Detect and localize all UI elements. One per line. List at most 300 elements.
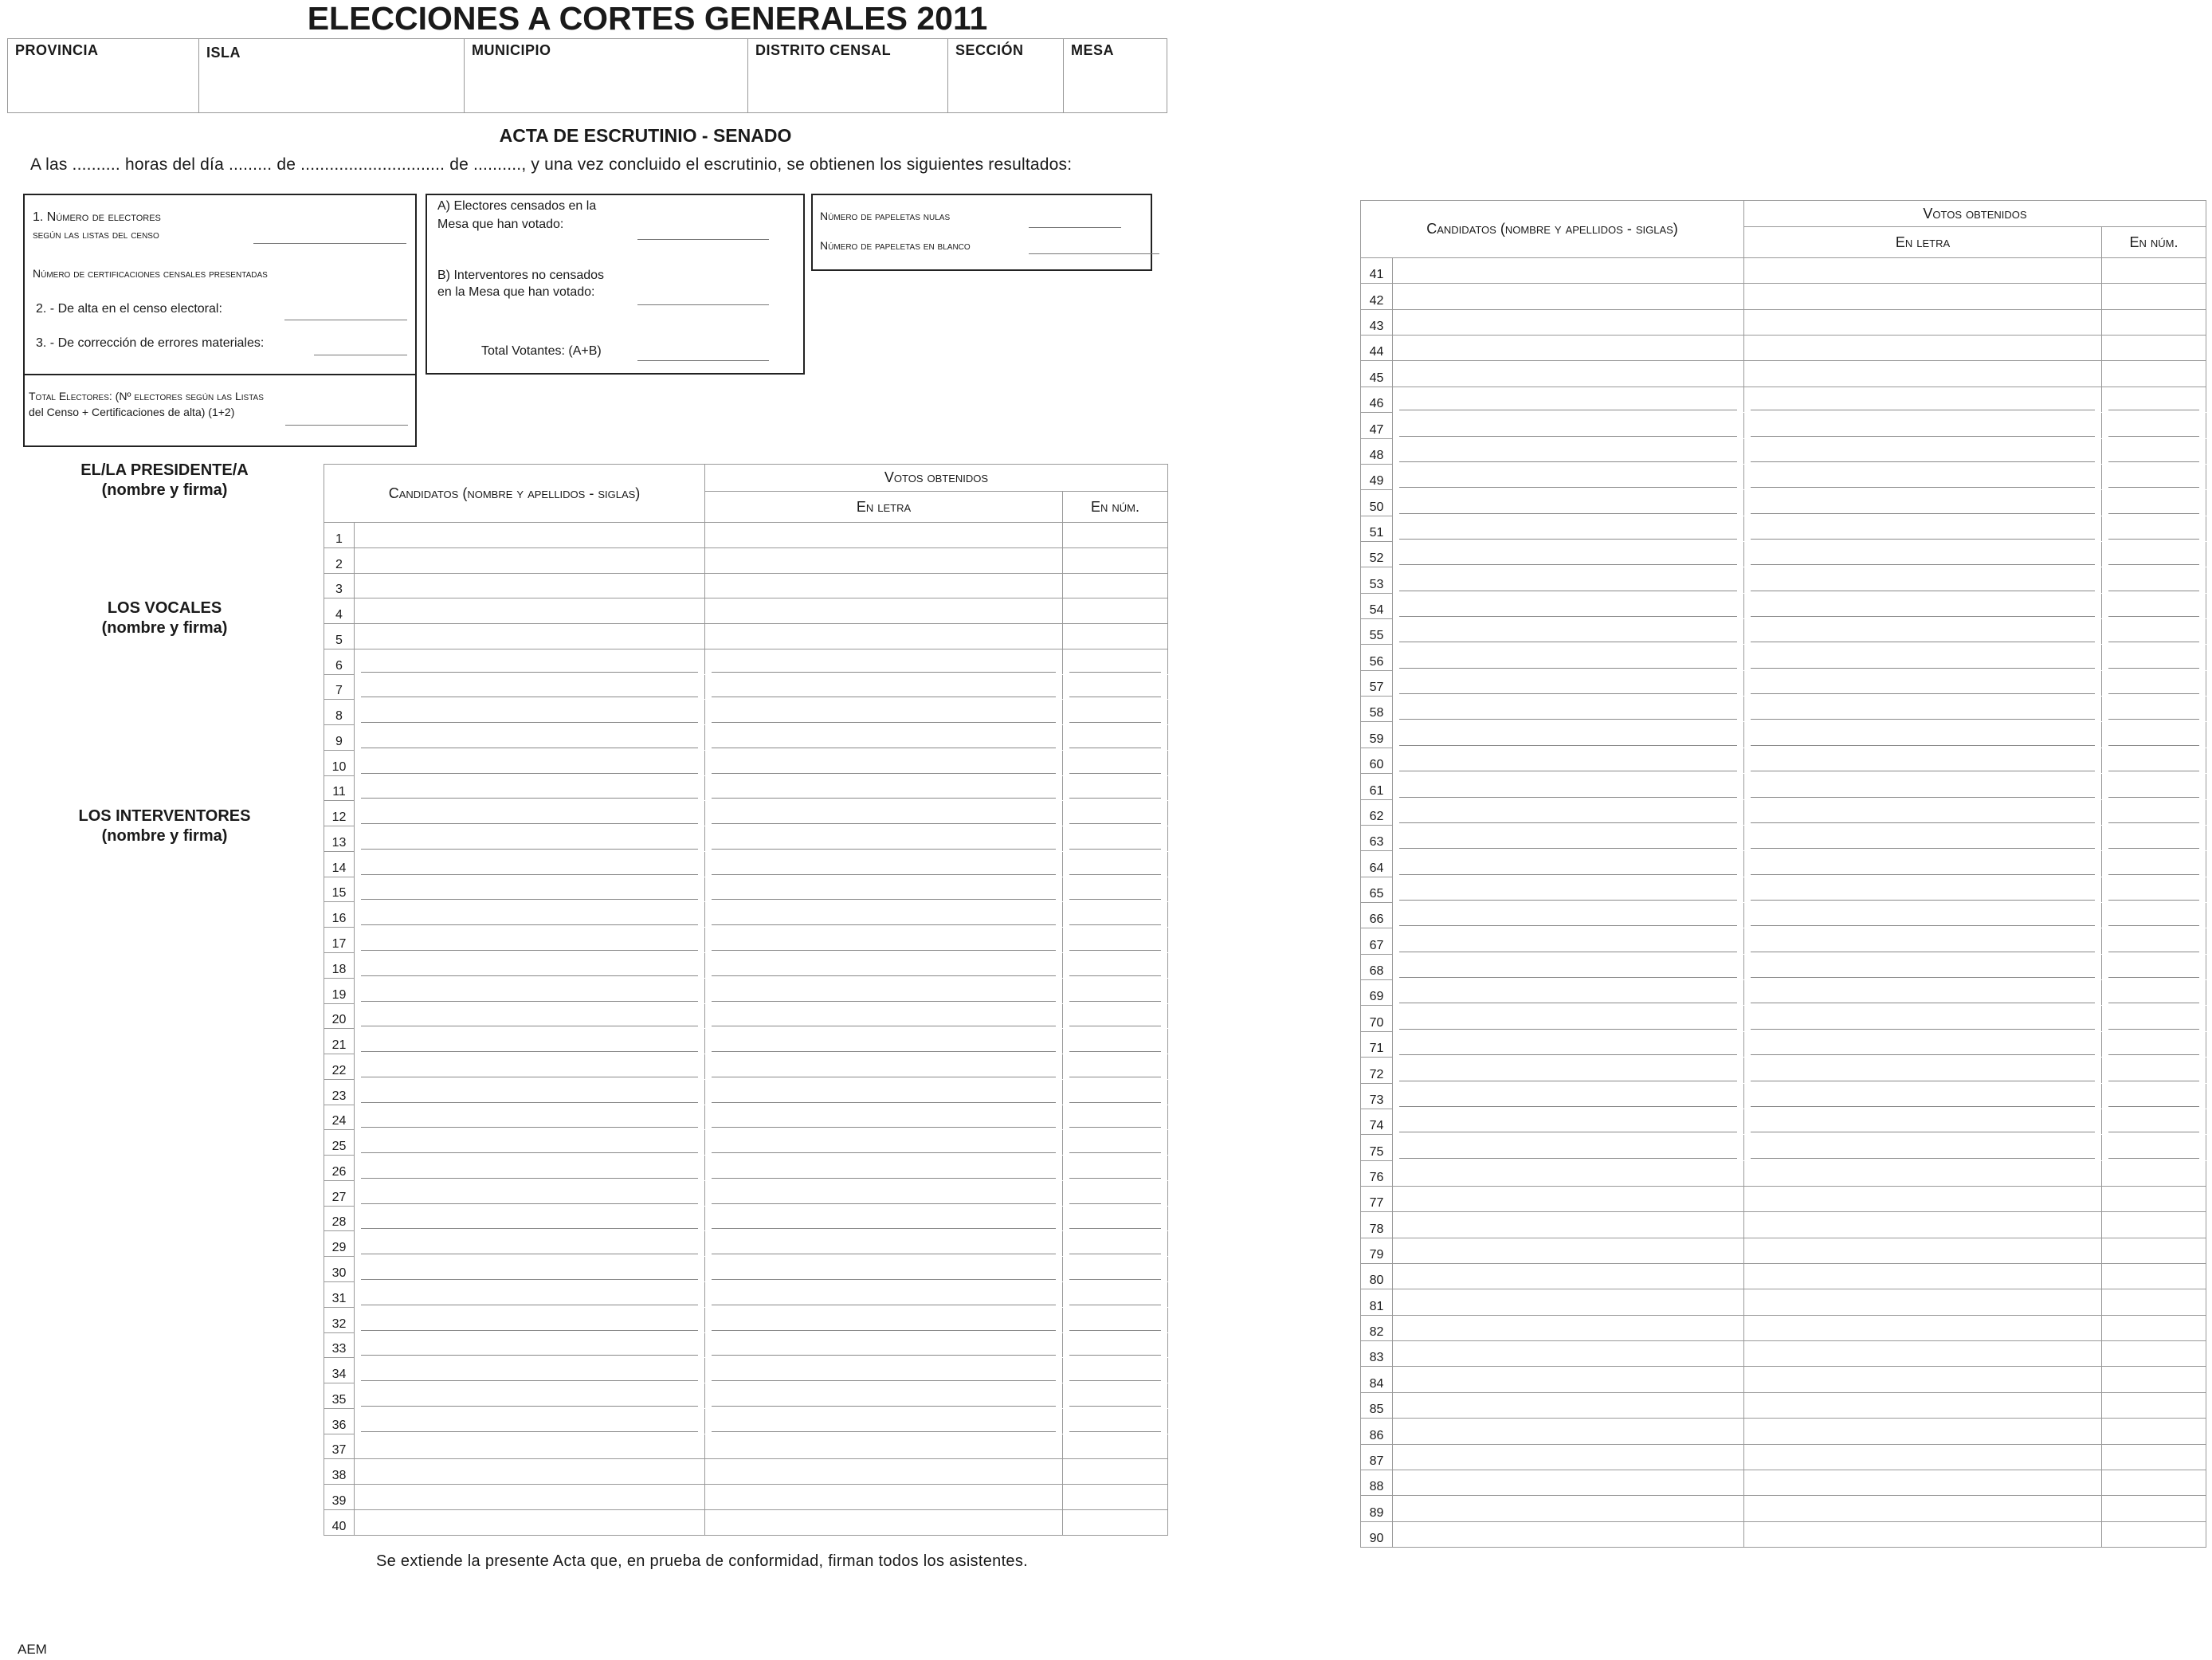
candidato-cell[interactable] <box>355 1180 705 1206</box>
en-num-cell[interactable] <box>2102 1058 2206 1083</box>
candidato-cell[interactable] <box>355 1509 705 1535</box>
row-number: 22 <box>324 1054 355 1080</box>
en-letra-cell[interactable] <box>1744 1031 2102 1057</box>
en-letra-cell[interactable] <box>1744 438 2102 464</box>
en-letra-cell[interactable] <box>705 902 1063 928</box>
row-number: 18 <box>324 953 355 979</box>
en-letra-cell[interactable] <box>705 1231 1063 1257</box>
en-num-cell[interactable] <box>2102 1135 2206 1160</box>
en-letra-cell[interactable] <box>705 1408 1063 1434</box>
en-letra-cell[interactable] <box>705 1206 1063 1231</box>
en-num-cell[interactable] <box>2102 799 2206 825</box>
en-letra-cell[interactable] <box>1744 464 2102 489</box>
en-letra-cell[interactable] <box>705 1434 1063 1459</box>
en-letra-cell[interactable] <box>705 928 1063 953</box>
en-num-cell[interactable] <box>1063 928 1168 953</box>
en-num-cell[interactable] <box>1063 1054 1168 1080</box>
en-letra-cell[interactable] <box>705 1156 1063 1181</box>
en-letra-cell[interactable] <box>1744 361 2102 387</box>
candidato-cell[interactable] <box>1393 1006 1744 1031</box>
candidato-cell[interactable] <box>355 624 705 649</box>
candidato-cell[interactable] <box>355 851 705 877</box>
candidato-cell[interactable] <box>355 801 705 826</box>
en-letra-cell[interactable] <box>1744 258 2102 284</box>
en-letra-cell[interactable] <box>705 649 1063 674</box>
en-letra-cell[interactable] <box>1744 1470 2102 1495</box>
candidato-cell[interactable] <box>1393 1367 1744 1392</box>
en-letra-cell[interactable] <box>705 1105 1063 1130</box>
en-num-cell[interactable] <box>1063 1485 1168 1510</box>
candidato-cell[interactable] <box>1393 567 1744 593</box>
en-num-cell[interactable] <box>1063 1206 1168 1231</box>
en-num-cell[interactable] <box>1063 1281 1168 1307</box>
candidato-cell[interactable] <box>1393 336 1744 361</box>
en-num-cell[interactable] <box>2102 1109 2206 1134</box>
candidato-cell[interactable] <box>1393 697 1744 722</box>
vocales-signature-block[interactable] <box>32 598 297 638</box>
candidato-cell[interactable] <box>1393 516 1744 541</box>
en-num-cell[interactable] <box>1063 674 1168 700</box>
row-number: 42 <box>1361 284 1393 309</box>
blanco-field[interactable] <box>1029 253 1159 254</box>
en-letra-cell[interactable] <box>1744 490 2102 516</box>
en-letra-cell[interactable] <box>705 1180 1063 1206</box>
candidato-cell[interactable] <box>355 598 705 624</box>
en-num-cell[interactable] <box>1063 1257 1168 1282</box>
en-num-cell[interactable] <box>1063 1307 1168 1332</box>
interventores-signature-block[interactable] <box>32 806 297 846</box>
candidato-cell[interactable] <box>355 1206 705 1231</box>
candidato-cell[interactable] <box>1393 928 1744 954</box>
en-num-cell[interactable] <box>2102 1392 2206 1418</box>
en-num-cell[interactable] <box>1063 649 1168 674</box>
candidato-cell[interactable] <box>1393 825 1744 850</box>
en-num-cell[interactable] <box>2102 980 2206 1006</box>
en-letra-cell[interactable] <box>705 547 1063 573</box>
en-num-cell[interactable] <box>1063 725 1168 751</box>
candidato-cell[interactable] <box>355 547 705 573</box>
candidato-cell[interactable] <box>1393 258 1744 284</box>
presidente-signature-block[interactable] <box>32 461 297 500</box>
candidato-cell[interactable] <box>355 1459 705 1485</box>
candidato-cell[interactable] <box>355 1231 705 1257</box>
en-num-cell[interactable] <box>1063 953 1168 979</box>
en-num-cell[interactable] <box>2102 413 2206 438</box>
candidato-cell[interactable] <box>1393 1186 1744 1211</box>
en-num-cell[interactable] <box>2102 309 2206 335</box>
en-letra-cell[interactable] <box>1744 1058 2102 1083</box>
en-letra-cell[interactable] <box>1744 1135 2102 1160</box>
candidato-cell[interactable] <box>355 1054 705 1080</box>
candidato-cell[interactable] <box>355 649 705 674</box>
en-letra-cell[interactable] <box>1744 954 2102 979</box>
candidato-cell[interactable] <box>355 1383 705 1409</box>
en-num-cell[interactable] <box>2102 387 2206 412</box>
row-number: 90 <box>1361 1521 1393 1547</box>
en-letra-cell[interactable] <box>1744 774 2102 799</box>
candidato-cell[interactable] <box>1393 1109 1744 1134</box>
candidato-cell[interactable] <box>1393 361 1744 387</box>
en-letra-cell[interactable] <box>705 700 1063 725</box>
candidato-cell[interactable] <box>1393 1238 1744 1263</box>
candidato-cell[interactable] <box>355 750 705 775</box>
en-letra-cell[interactable] <box>1744 670 2102 696</box>
candidato-cell[interactable] <box>355 1281 705 1307</box>
candidato-cell[interactable] <box>355 1130 705 1156</box>
en-letra-cell[interactable] <box>1744 1367 2102 1392</box>
candidato-cell[interactable] <box>1393 902 1744 928</box>
en-num-cell[interactable] <box>2102 1031 2206 1057</box>
en-letra-cell[interactable] <box>705 1003 1063 1029</box>
en-num-cell[interactable] <box>2102 1006 2206 1031</box>
en-num-cell[interactable] <box>2102 851 2206 877</box>
en-letra-cell[interactable] <box>705 877 1063 902</box>
nulas-field[interactable] <box>1029 227 1121 228</box>
candidato-cell[interactable] <box>1393 1470 1744 1495</box>
candidato-cell[interactable] <box>355 928 705 953</box>
candidato-cell[interactable] <box>355 573 705 598</box>
en-letra-cell[interactable] <box>705 1029 1063 1054</box>
en-letra-cell[interactable] <box>1744 928 2102 954</box>
votos-header: Votos obtenidos <box>705 465 1168 492</box>
candidato-cell[interactable] <box>1393 490 1744 516</box>
en-num-cell[interactable] <box>1063 573 1168 598</box>
field-municipio[interactable]: MUNICIPIO <box>464 39 747 112</box>
candidato-cell[interactable] <box>355 953 705 979</box>
en-num-cell[interactable] <box>1063 877 1168 902</box>
en-letra-cell[interactable] <box>1744 645 2102 670</box>
en-letra-cell[interactable] <box>705 775 1063 801</box>
candidato-cell[interactable] <box>1393 1083 1744 1109</box>
row-number: 75 <box>1361 1135 1393 1160</box>
item1-field[interactable] <box>253 243 406 244</box>
en-letra-cell[interactable] <box>1744 593 2102 618</box>
en-letra-cell[interactable] <box>705 750 1063 775</box>
en-num-cell[interactable] <box>1063 523 1168 548</box>
en-num-cell[interactable] <box>2102 1238 2206 1263</box>
en-num-cell[interactable] <box>2102 490 2206 516</box>
en-num-cell[interactable] <box>2102 1186 2206 1211</box>
en-letra-cell[interactable] <box>1744 1186 2102 1211</box>
en-num-cell[interactable] <box>2102 593 2206 618</box>
field-distrito-censal[interactable]: DISTRITO CENSAL <box>747 39 947 112</box>
en-num-cell[interactable] <box>2102 1341 2206 1367</box>
en-num-cell[interactable] <box>2102 336 2206 361</box>
en-num-cell[interactable] <box>2102 902 2206 928</box>
row-number: 24 <box>324 1105 355 1130</box>
en-letra-cell[interactable] <box>1744 722 2102 748</box>
en-letra-cell[interactable] <box>1744 1521 2102 1547</box>
en-num-cell[interactable] <box>2102 1444 2206 1470</box>
en-num-cell[interactable] <box>1063 1105 1168 1130</box>
en-num-cell[interactable] <box>2102 516 2206 541</box>
en-letra-cell[interactable] <box>1744 825 2102 850</box>
en-num-cell[interactable] <box>1063 826 1168 852</box>
en-num-cell[interactable] <box>2102 877 2206 902</box>
row-number: 69 <box>1361 980 1393 1006</box>
en-num-cell[interactable] <box>2102 258 2206 284</box>
en-letra-cell[interactable] <box>705 674 1063 700</box>
en-letra-cell[interactable] <box>705 598 1063 624</box>
en-num-cell[interactable] <box>1063 1130 1168 1156</box>
en-letra-cell[interactable] <box>1744 1289 2102 1315</box>
en-num-cell[interactable] <box>2102 1521 2206 1547</box>
candidato-cell[interactable] <box>1393 1315 1744 1340</box>
en-num-cell[interactable] <box>2102 670 2206 696</box>
candidato-cell[interactable] <box>355 1105 705 1130</box>
en-num-cell[interactable] <box>1063 902 1168 928</box>
en-letra-cell[interactable] <box>1744 1083 2102 1109</box>
en-num-cell[interactable] <box>1063 851 1168 877</box>
candidato-cell[interactable] <box>355 1307 705 1332</box>
en-num-cell[interactable] <box>2102 1289 2206 1315</box>
candidato-cell[interactable] <box>1393 774 1744 799</box>
en-num-cell[interactable] <box>1063 1383 1168 1409</box>
en-num-cell[interactable] <box>1063 547 1168 573</box>
candidato-cell[interactable] <box>1393 387 1744 412</box>
field-provincia[interactable]: PROVINCIA <box>15 42 99 58</box>
candidato-cell[interactable] <box>1393 1444 1744 1470</box>
en-letra-cell[interactable] <box>705 523 1063 548</box>
candidato-cell[interactable] <box>1393 413 1744 438</box>
en-letra-cell[interactable] <box>1744 877 2102 902</box>
candidato-cell[interactable] <box>355 826 705 852</box>
candidato-cell[interactable] <box>355 523 705 548</box>
en-letra-cell[interactable] <box>1744 799 2102 825</box>
candidato-cell[interactable] <box>1393 1264 1744 1289</box>
en-num-cell[interactable] <box>2102 1470 2206 1495</box>
candidato-cell[interactable] <box>1393 1212 1744 1238</box>
en-num-cell[interactable] <box>1063 1459 1168 1485</box>
candidato-cell[interactable] <box>1393 1392 1744 1418</box>
en-letra-cell[interactable] <box>1744 387 2102 412</box>
en-letra-cell[interactable] <box>1744 697 2102 722</box>
en-num-cell[interactable] <box>2102 1083 2206 1109</box>
candidato-cell[interactable] <box>1393 309 1744 335</box>
en-letra-cell[interactable] <box>1744 1392 2102 1418</box>
candidato-cell[interactable] <box>355 1485 705 1510</box>
candidato-cell[interactable] <box>1393 1521 1744 1547</box>
candidato-cell[interactable] <box>1393 877 1744 902</box>
votantes-a-label: A) Electores censados en la <box>437 199 597 213</box>
en-num-cell[interactable] <box>1063 978 1168 1003</box>
en-letra-cell[interactable] <box>1744 413 2102 438</box>
candidato-cell[interactable] <box>1393 1160 1744 1186</box>
en-num-cell[interactable] <box>2102 1419 2206 1444</box>
candidato-cell[interactable] <box>1393 541 1744 567</box>
en-letra-cell[interactable] <box>1744 1444 2102 1470</box>
en-num-cell[interactable] <box>2102 1315 2206 1340</box>
candidato-cell[interactable] <box>355 775 705 801</box>
candidato-cell[interactable] <box>1393 593 1744 618</box>
en-letra-cell[interactable] <box>1744 748 2102 773</box>
en-letra-cell[interactable] <box>705 978 1063 1003</box>
candidato-cell[interactable] <box>355 902 705 928</box>
candidato-cell[interactable] <box>1393 284 1744 309</box>
en-letra-cell[interactable] <box>1744 284 2102 309</box>
en-letra-cell[interactable] <box>1744 1160 2102 1186</box>
candidato-cell[interactable] <box>1393 980 1744 1006</box>
en-num-cell[interactable] <box>1063 1434 1168 1459</box>
candidato-cell[interactable] <box>1393 1341 1744 1367</box>
en-num-cell[interactable] <box>2102 567 2206 593</box>
en-num-cell[interactable] <box>2102 722 2206 748</box>
total-electores-field[interactable] <box>285 425 408 426</box>
en-num-cell[interactable] <box>2102 1367 2206 1392</box>
candidato-cell[interactable] <box>355 1408 705 1434</box>
en-num-cell[interactable] <box>1063 775 1168 801</box>
en-num-cell[interactable] <box>2102 748 2206 773</box>
en-letra-cell[interactable] <box>705 1054 1063 1080</box>
en-letra-cell[interactable] <box>1744 1419 2102 1444</box>
en-letra-cell[interactable] <box>705 624 1063 649</box>
en-letra-cell[interactable] <box>1744 902 2102 928</box>
en-letra-cell[interactable] <box>1744 541 2102 567</box>
en-letra-cell[interactable] <box>1744 851 2102 877</box>
field-mesa[interactable]: MESA <box>1063 39 1168 112</box>
en-num-cell[interactable] <box>1063 1180 1168 1206</box>
en-num-cell[interactable] <box>2102 825 2206 850</box>
en-num-cell[interactable] <box>2102 1212 2206 1238</box>
en-letra-cell[interactable] <box>705 1257 1063 1282</box>
en-num-cell[interactable] <box>1063 1509 1168 1535</box>
candidato-cell[interactable] <box>355 725 705 751</box>
en-num-cell[interactable] <box>2102 774 2206 799</box>
en-letra-cell[interactable] <box>705 851 1063 877</box>
candidato-cell[interactable] <box>355 1358 705 1383</box>
candidato-cell[interactable] <box>355 1029 705 1054</box>
en-letra-cell[interactable] <box>1744 336 2102 361</box>
candidato-cell[interactable] <box>355 877 705 902</box>
votantes-b-field[interactable] <box>637 304 769 305</box>
candidato-cell[interactable] <box>1393 619 1744 645</box>
candidato-cell[interactable] <box>355 978 705 1003</box>
en-num-cell[interactable] <box>1063 1408 1168 1434</box>
en-letra-cell[interactable] <box>705 1358 1063 1383</box>
en-letra-cell[interactable] <box>1744 619 2102 645</box>
en-num-cell[interactable] <box>2102 541 2206 567</box>
en-letra-cell[interactable] <box>1744 516 2102 541</box>
candidato-cell[interactable] <box>1393 670 1744 696</box>
row-number: 8 <box>324 700 355 725</box>
candidato-cell[interactable] <box>1393 954 1744 979</box>
candidato-cell[interactable] <box>1393 799 1744 825</box>
en-letra-cell[interactable] <box>1744 1315 2102 1340</box>
en-letra-cell[interactable] <box>1744 980 2102 1006</box>
table-row <box>324 1485 1168 1510</box>
candidato-cell[interactable] <box>355 1079 705 1105</box>
candidato-cell[interactable] <box>1393 748 1744 773</box>
en-num-cell[interactable] <box>1063 1231 1168 1257</box>
en-num-cell[interactable] <box>2102 1496 2206 1521</box>
en-num-cell[interactable] <box>1063 1156 1168 1181</box>
en-letra-cell[interactable] <box>1744 1006 2102 1031</box>
candidato-cell[interactable] <box>1393 464 1744 489</box>
candidato-cell[interactable] <box>355 1434 705 1459</box>
row-number: 29 <box>324 1231 355 1257</box>
en-num-cell[interactable] <box>2102 645 2206 670</box>
en-letra-cell[interactable] <box>705 826 1063 852</box>
candidato-cell[interactable] <box>1393 851 1744 877</box>
en-letra-cell[interactable] <box>705 1332 1063 1358</box>
candidato-cell[interactable] <box>355 700 705 725</box>
en-num-cell[interactable] <box>2102 928 2206 954</box>
candidato-cell[interactable] <box>355 674 705 700</box>
candidato-cell[interactable] <box>1393 1135 1744 1160</box>
en-num-cell[interactable] <box>2102 284 2206 309</box>
candidato-cell[interactable] <box>1393 438 1744 464</box>
en-num-cell[interactable] <box>1063 801 1168 826</box>
en-num-cell[interactable] <box>1063 700 1168 725</box>
total-votantes-field[interactable] <box>637 360 769 361</box>
en-letra-cell[interactable] <box>1744 1264 2102 1289</box>
table-row <box>324 725 1168 751</box>
candidato-cell[interactable] <box>1393 1289 1744 1315</box>
en-letra-cell[interactable] <box>1744 567 2102 593</box>
table-row <box>324 547 1168 573</box>
en-num-cell[interactable] <box>1063 624 1168 649</box>
en-letra-cell[interactable] <box>1744 309 2102 335</box>
en-letra-cell[interactable] <box>705 1281 1063 1307</box>
en-letra-cell[interactable] <box>705 1130 1063 1156</box>
candidato-cell[interactable] <box>1393 1496 1744 1521</box>
en-num-cell[interactable] <box>2102 361 2206 387</box>
candidato-cell[interactable] <box>355 1257 705 1282</box>
en-num-cell[interactable] <box>1063 750 1168 775</box>
candidato-cell[interactable] <box>1393 645 1744 670</box>
candidato-cell[interactable] <box>1393 1419 1744 1444</box>
field-seccion[interactable]: SECCIÓN <box>947 39 1063 112</box>
en-letra-cell[interactable] <box>1744 1341 2102 1367</box>
en-letra-cell[interactable] <box>705 1509 1063 1535</box>
en-num-cell[interactable] <box>1063 598 1168 624</box>
candidato-cell[interactable] <box>1393 1031 1744 1057</box>
en-letra-cell[interactable] <box>1744 1212 2102 1238</box>
en-letra-cell[interactable] <box>705 801 1063 826</box>
votantes-a-field[interactable] <box>637 239 769 240</box>
en-num-cell[interactable] <box>1063 1029 1168 1054</box>
en-letra-cell[interactable] <box>705 1307 1063 1332</box>
en-letra-cell[interactable] <box>1744 1496 2102 1521</box>
en-num-cell[interactable] <box>2102 464 2206 489</box>
candidato-cell[interactable] <box>1393 1058 1744 1083</box>
en-num-cell[interactable] <box>2102 438 2206 464</box>
en-letra-cell[interactable] <box>705 1459 1063 1485</box>
en-letra-cell[interactable] <box>705 725 1063 751</box>
en-num-cell[interactable] <box>2102 1264 2206 1289</box>
candidato-cell[interactable] <box>355 1332 705 1358</box>
candidato-cell[interactable] <box>355 1156 705 1181</box>
en-num-cell[interactable] <box>1063 1079 1168 1105</box>
en-num-cell[interactable] <box>2102 1160 2206 1186</box>
en-letra-cell[interactable] <box>705 1383 1063 1409</box>
en-letra-cell[interactable] <box>705 573 1063 598</box>
en-letra-cell[interactable] <box>705 953 1063 979</box>
en-letra-cell[interactable] <box>1744 1109 2102 1134</box>
field-isla[interactable]: ISLA <box>198 39 464 112</box>
candidato-cell[interactable] <box>355 1003 705 1029</box>
candidato-cell[interactable] <box>1393 722 1744 748</box>
en-num-cell[interactable] <box>1063 1332 1168 1358</box>
en-letra-cell[interactable] <box>1744 1238 2102 1263</box>
en-num-cell[interactable] <box>2102 697 2206 722</box>
en-num-cell[interactable] <box>2102 619 2206 645</box>
en-num-cell[interactable] <box>1063 1003 1168 1029</box>
en-num-cell[interactable] <box>2102 954 2206 979</box>
en-letra-cell[interactable] <box>705 1079 1063 1105</box>
en-letra-cell[interactable] <box>705 1485 1063 1510</box>
en-num-cell[interactable] <box>1063 1358 1168 1383</box>
